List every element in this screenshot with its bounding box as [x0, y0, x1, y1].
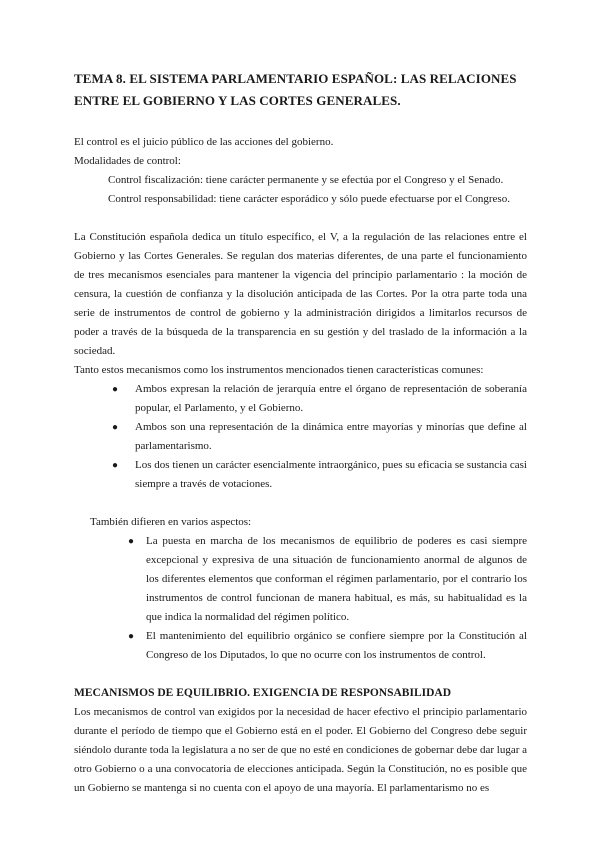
differences-list [74, 532, 527, 665]
paragraph-constitution: La Constitución española dedica un título específico, el V, a la regulación de las relaciones entre el Gobierno y las Cortes Generales. Se regulan dos materias diferentes, de una parte el funcionamiento de tres mecanismos esenciales para mantener la vigencia del principio parlamentario : la moción de censura, la cuestión de confianza y la disolución anticipada de las Cortes. Por la otra parte toda una serie de instrumentos de control de gobierno y la administración dirigidos a limitarlos recursos de poder a través de la búsqueda de la transparencia en su gestión y del traslado de la información a la sociedad. [74, 231, 527, 357]
modality-item: Control fiscalización: tiene carácter permanente y se efectúa por el Congreso y el Senado. [108, 174, 504, 186]
list-item-text: Los dos tienen un carácter esencialmente intraorgánico, pues su eficacia se sustancia casi siempre a través de votaciones. [135, 459, 527, 490]
document-title [74, 68, 527, 112]
bullet-icon: ● [128, 536, 135, 547]
spacer [74, 494, 527, 513]
control-definition: El control es el juicio público de las acciones del gobierno. [74, 136, 334, 148]
bullet-icon: ● [128, 631, 135, 642]
list-item-text: Ambos son una representación de la dinámica entre mayorías y minorías que define al parlamentarismo. [135, 421, 527, 452]
common-characteristics-intro: Tanto estos mecanismos como los instrumentos mencionados tienen características comunes: [74, 364, 484, 376]
list-item-text: El mantenimiento del equilibrio orgánico se confiere siempre por la Constitución al Congreso de los Diputados, lo que no ocurre con los instrumentos de control. [146, 630, 527, 661]
spacer [74, 209, 527, 228]
list-item-text: La puesta en marcha de los mecanismos de equilibrio de poderes es casi siempre excepcional y expresiva de una situación de funcionamiento anormal de algunos de los diferentes elementos que conforman el régimen parlamentario, por el contrario los instrumentos de control funcionan de manera habitual, es más, su habitualidad es la que indica la normalidad del régimen político. [146, 535, 527, 623]
title-line-2: ENTRE EL GOBIERNO Y LAS CORTES GENERALES. [74, 93, 401, 108]
section-heading: MECANISMOS DE EQUILIBRIO. EXIGENCIA DE RESPONSABILIDAD [74, 687, 452, 699]
bullet-icon: ● [112, 422, 119, 433]
modalities-label: Modalidades de control: [74, 155, 181, 167]
section-paragraph: Los mecanismos de control van exigidos por la necesidad de hacer efectivo el principio parlamentario durante el período de tiempo que el Gobierno está en el poder. El Gobierno del Congreso debe seguir siéndolo durante toda la legislatura a no ser de que no esté en condiciones de gobernar debe dar lugar a otro Gobierno o a una convocatoria de elecciones anticipada. Según la Constitución, no es posible que un Gobierno se mantenga si no cuenta con el apoyo de una mayoría. El parlamentarismo no es [74, 706, 527, 794]
list-item [112, 418, 527, 456]
list-item [112, 380, 527, 418]
common-characteristics-list [74, 380, 527, 494]
bullet-icon: ● [112, 460, 119, 471]
bullet-icon: ● [112, 384, 119, 395]
document-body [74, 68, 527, 798]
modality-item: Control responsabilidad: tiene carácter esporádico y sólo puede efectuarse por el Congreso. [108, 193, 510, 205]
list-item [128, 627, 527, 665]
modalities-list [74, 171, 527, 209]
list-item-text: Ambos expresan la relación de jerarquía entre el órgano de representación de soberanía popular, el Parlamento, y el Gobierno. [135, 383, 527, 414]
title-line-1: TEMA 8. EL SISTEMA PARLAMENTARIO ESPAÑOL: LAS RELACIONES [74, 71, 517, 86]
differences-intro: También difieren en varios aspectos: [90, 516, 252, 528]
list-item [112, 456, 527, 494]
spacer [74, 665, 527, 684]
list-item [128, 532, 527, 627]
